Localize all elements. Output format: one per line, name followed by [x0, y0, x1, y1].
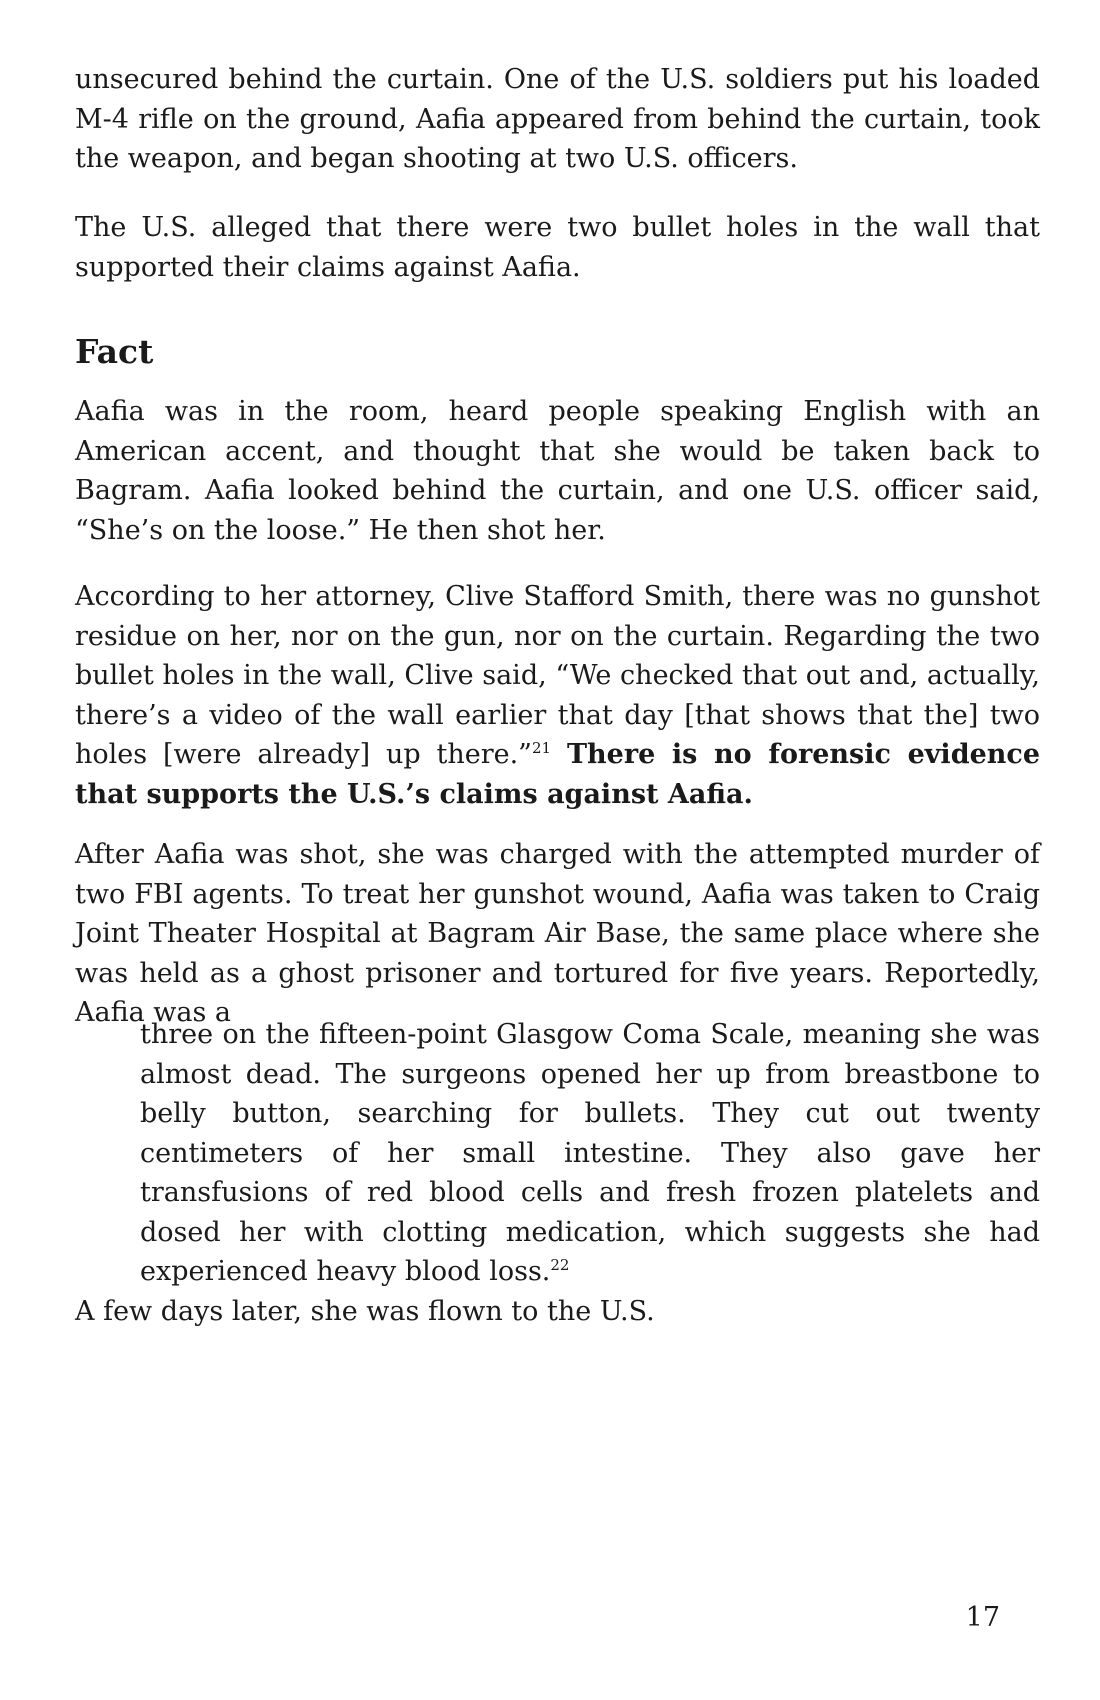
paragraph-fact-account: Aafia was in the room, heard people speaking English with an American accent, and thought that she would be taken back to Bagram. Aafia looked behind the curtain, and one U.S. officer said, “She’s on the loose.” He then shot her. [75, 396, 1040, 546]
footnote-ref-22: 22 [550, 1256, 570, 1274]
attorney-statement-text: According to her attorney, Clive Stafford Smith, there was no gunshot residue on her, nor on the gun, nor on the curtain. Regarding the two bullet holes in the wall, Clive said, “We checked that out and, actually, there’s a video of the wall earlier that day [that shows that the] two holes [were already] up there.” [75, 581, 1040, 770]
paragraph-bullet-holes-claim: The U.S. alleged that there were two bullet holes in the wall that supported their claims against Aafia. [75, 212, 1040, 283]
footnote-ref-21: 21 [531, 739, 552, 757]
section-heading-fact: Fact [75, 332, 154, 371]
paragraph-hospital-transfer: After Aafia was shot, she was charged with the attempted murder of two FBI agents. To treat her gunshot wound, Aafia was taken to Craig Joint Theater Hospital at Bagram Air Base, the same place where she was held as a ghost prisoner and tortured for five years. Reportedly, Aafia was a [75, 839, 1040, 1028]
bold-conclusion: There is no forensic evidence that supports the U.S.’s claims against Aafia. [75, 739, 1040, 810]
paragraph-shooting-allegation: unsecured behind the curtain. One of the U.S. soldiers put his loaded M-4 rifle on the ground, Aafia appeared from behind the curtain, took the weapon, and began shooting at two U.S. officers. [75, 64, 1040, 174]
block-quote-medical [140, 1015, 1040, 1292]
block-quote-text: three on the fifteen-point Glasgow Coma Scale, meaning she was almost dead. The surgeons opened her up from breastbone to belly button, searching for bullets. They cut out twenty centimeters of her small intestine. They also gave her transfusions of red blood cells and fresh frozen platelets and dosed her with clotting medication, which suggests she had experienced heavy blood loss. [140, 1019, 1040, 1287]
page-number: 17 [965, 1602, 1000, 1633]
paragraph-flown-to-us: A few days later, she was flown to the U.S. [75, 1296, 655, 1327]
paragraph-attorney-statement [75, 577, 1040, 814]
